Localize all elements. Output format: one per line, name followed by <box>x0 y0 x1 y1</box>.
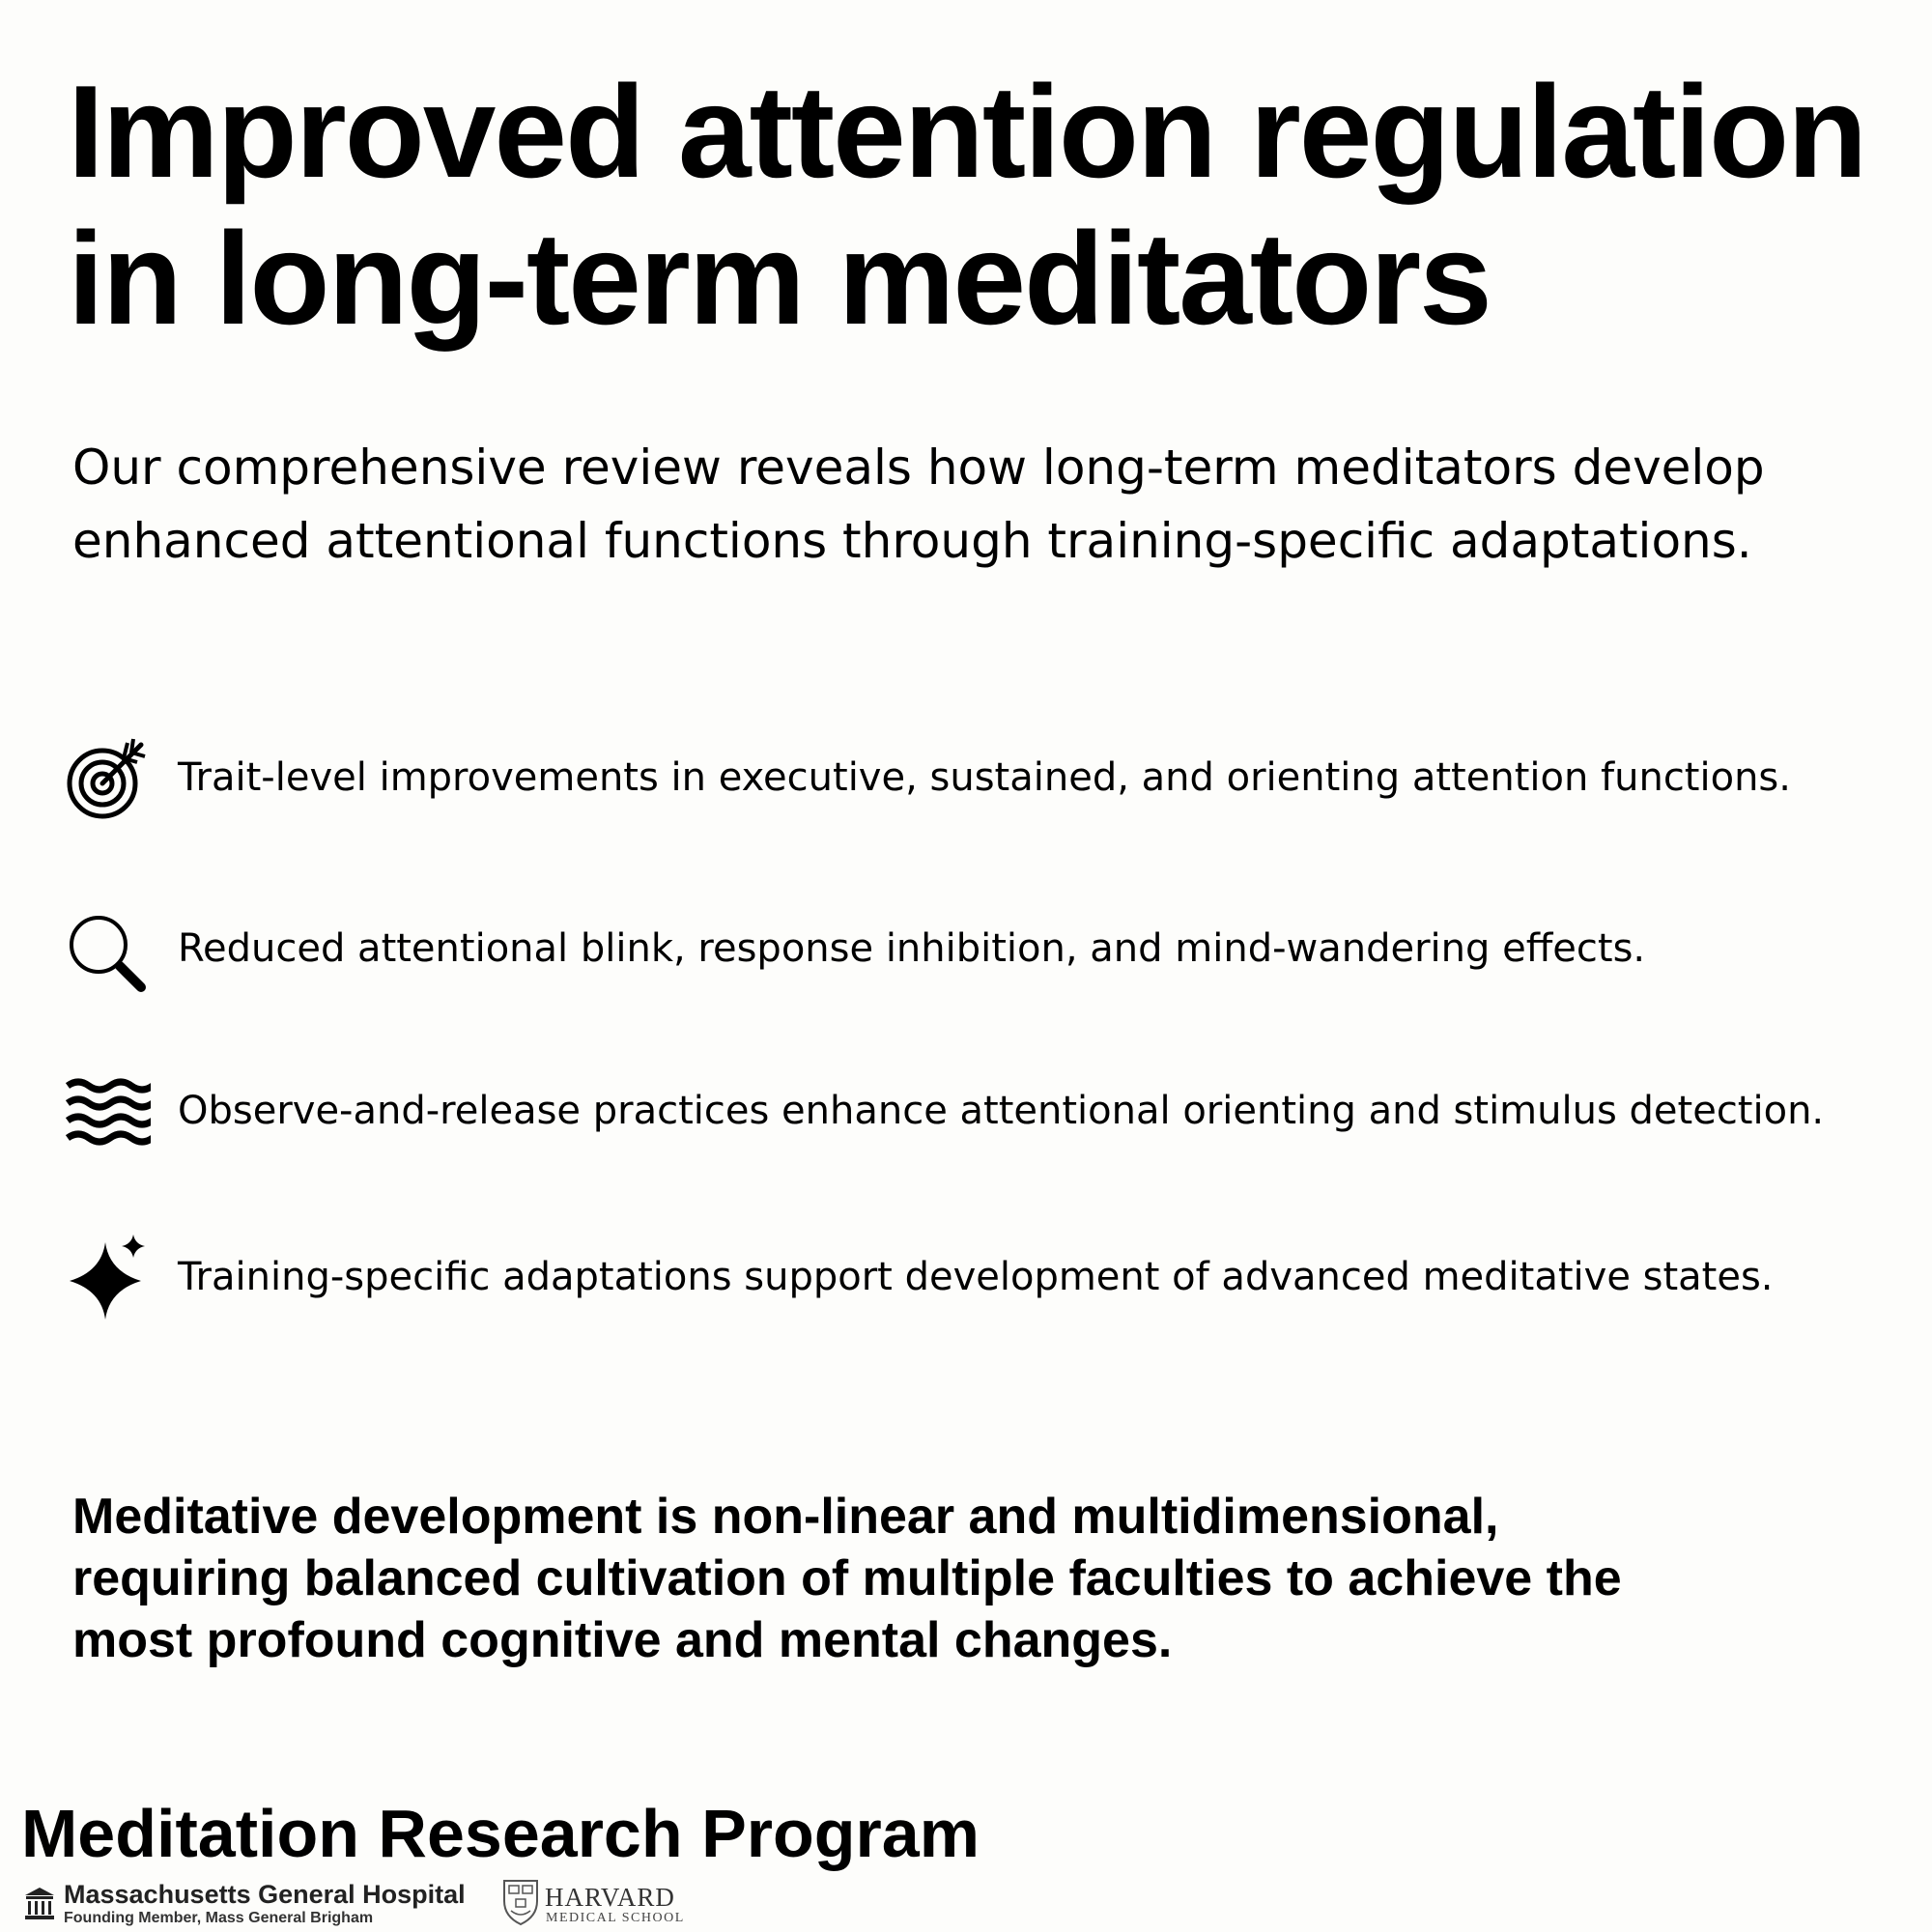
intro-line-1: Our comprehensive review reveals how long-term meditators develop <box>72 440 1765 496</box>
conclusion-line-3: most profound cognitive and mental changes. <box>72 1612 1173 1668</box>
finding-item-2 <box>0 900 1932 997</box>
waves-icon <box>64 1068 151 1155</box>
intro-paragraph <box>72 431 1889 578</box>
finding-text: Trait-level improvements in executive, sustained, and orienting attention functions. <box>178 755 1791 800</box>
finding-item-4 <box>0 1229 1932 1325</box>
title-line-1: Improved attention regulation <box>68 58 1866 205</box>
finding-text: Reduced attentional blink, response inhibition, and mind-wandering effects. <box>178 926 1646 971</box>
harvard-shield-icon <box>501 1878 540 1926</box>
title-line-2: in long-term meditators <box>68 205 1491 352</box>
mgh-logo-subtitle: Founding Member, Mass General Brigham <box>64 1910 374 1926</box>
affiliation-logos <box>23 1878 757 1930</box>
conclusion-line-2: requiring balanced cultivation of multiple faculties to achieve the <box>72 1550 1622 1606</box>
magnifier-icon <box>64 906 151 993</box>
finding-text: Training-specific adaptations support development of advanced meditative states. <box>178 1255 1774 1299</box>
finding-item-1 <box>0 729 1932 826</box>
hospital-building-icon <box>23 1886 56 1920</box>
harvard-logo-name: HARVARD <box>545 1883 675 1912</box>
intro-line-2: enhanced attentional functions through training-specific adaptations. <box>72 513 1752 569</box>
conclusion-line-1: Meditative development is non-linear and multidimensional, <box>72 1489 1499 1545</box>
finding-item-3 <box>0 1063 1932 1159</box>
finding-text: Observe-and-release practices enhance attentional orienting and stimulus detection. <box>178 1089 1825 1133</box>
target-arrow-icon <box>64 735 151 822</box>
program-name: Meditation Research Program <box>21 1796 980 1871</box>
page-title <box>68 58 1903 352</box>
mgh-logo-name: Massachusetts General Hospital <box>64 1880 466 1909</box>
harvard-logo-subtitle: MEDICAL SCHOOL <box>546 1911 685 1925</box>
sparkle-icon <box>64 1235 151 1321</box>
conclusion-statement <box>72 1486 1889 1671</box>
